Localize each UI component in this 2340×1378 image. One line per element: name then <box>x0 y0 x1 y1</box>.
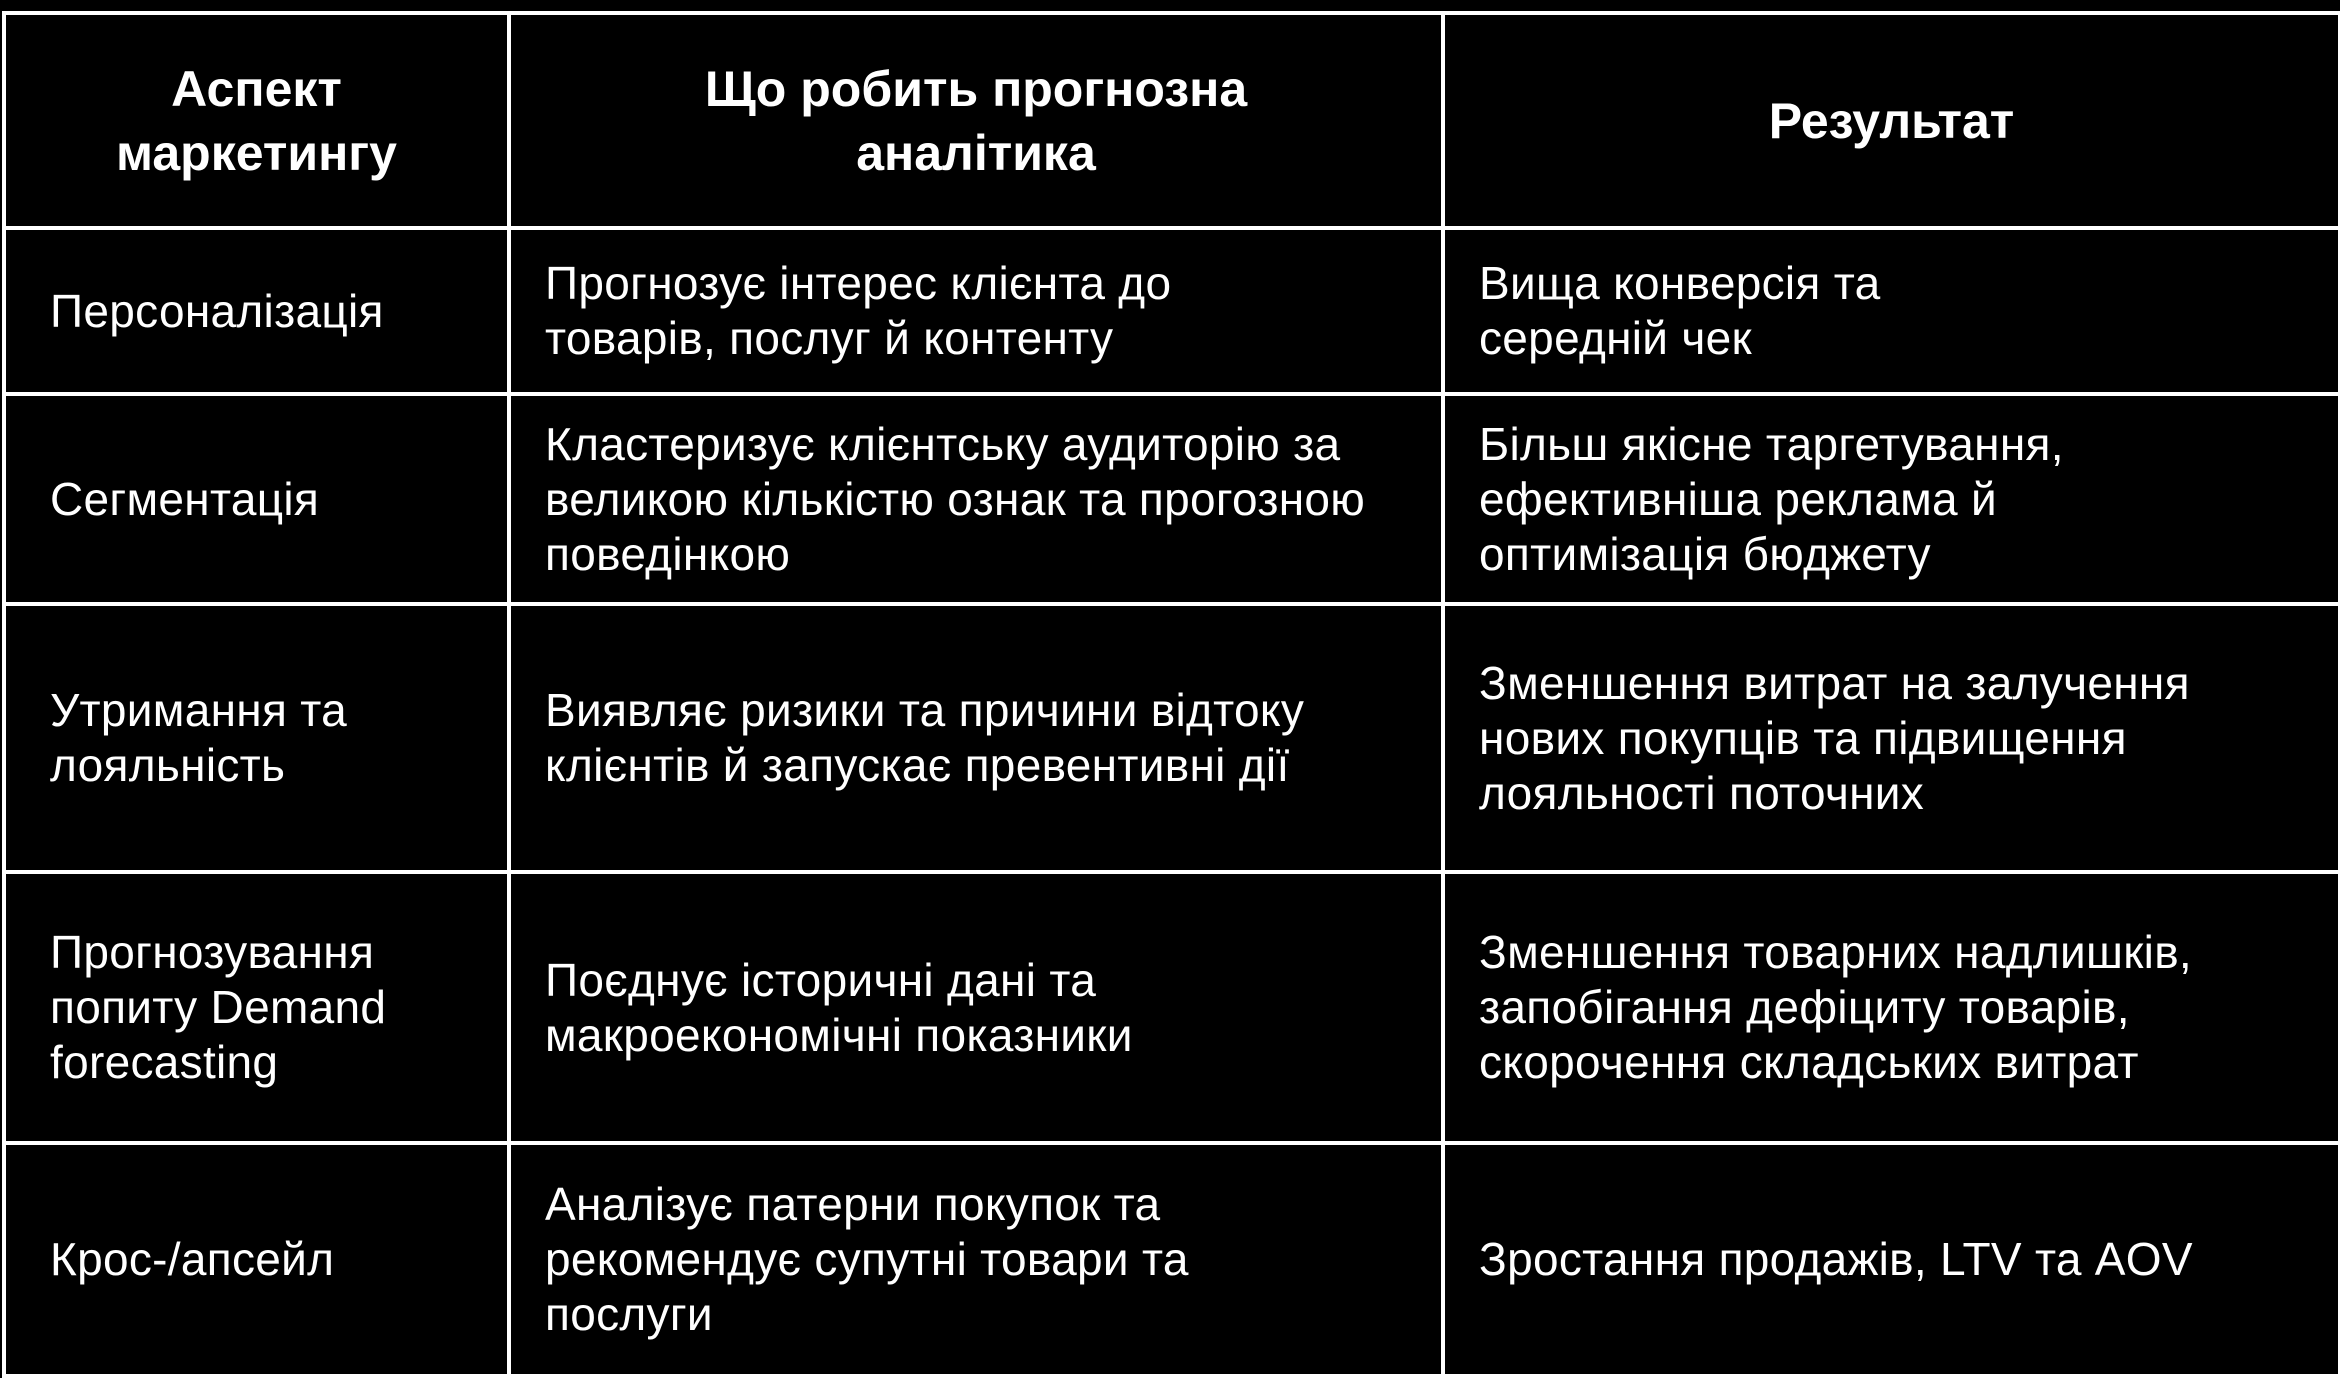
aspect-text: Персоналізація <box>50 284 384 337</box>
action-cell <box>509 228 1443 394</box>
action-text: Аналізує патерни покупок та рекомендує супутні товари та послуги <box>545 1178 1189 1340</box>
header-action-label: Що робить прогнозна аналітика <box>704 60 1248 181</box>
aspect-text: Крос-/апсейл <box>50 1233 335 1285</box>
result-cell <box>1443 394 2340 604</box>
action-cell <box>509 604 1443 872</box>
result-cell <box>1443 604 2340 872</box>
aspect-text: Прогнозування попиту Demand forecasting <box>50 926 387 1088</box>
table-row <box>4 872 2340 1143</box>
aspect-cell <box>4 228 509 394</box>
result-text: Зменшення витрат на залучення нових покупців та підвищення лояльності поточних <box>1479 656 2190 819</box>
aspect-text: Утримання та лояльність <box>50 684 348 791</box>
action-cell <box>509 394 1443 604</box>
action-text: Кластеризує клієнтську аудиторію за великою кількістю ознак та прогозною поведінкою <box>545 417 1366 580</box>
header-result <box>1443 13 2340 228</box>
marketing-analytics-table <box>2 11 2340 1378</box>
aspect-cell <box>4 872 509 1143</box>
result-cell <box>1443 228 2340 394</box>
table-row <box>4 394 2340 604</box>
result-text: Зростання продажів, LTV та AOV <box>1479 1233 2193 1285</box>
header-action <box>509 13 1443 228</box>
marketing-analytics-table-container <box>2 11 2338 1374</box>
action-text: Виявляє ризики та причини відтоку клієнтів й запускає превентивні дії <box>545 684 1305 791</box>
header-aspect-label: Аспект маркетингу <box>116 60 397 181</box>
aspect-cell <box>4 394 509 604</box>
aspect-text: Сегментація <box>50 472 320 525</box>
result-text: Вища конверсія та середній чек <box>1479 257 1881 364</box>
aspect-cell <box>4 604 509 872</box>
action-cell <box>509 872 1443 1143</box>
result-text: Більш якісне таргетування, ефективніша реклама й оптимізація бюджету <box>1479 417 2064 580</box>
result-cell <box>1443 872 2340 1143</box>
table-row <box>4 604 2340 872</box>
table-header-row <box>4 13 2340 228</box>
action-text: Поєднує історичні дані та макроекономічні показники <box>545 953 1133 1061</box>
header-result-label: Результат <box>1768 92 2015 149</box>
table-row <box>4 1143 2340 1376</box>
table-row <box>4 228 2340 394</box>
action-text: Прогнозує інтерес клієнта до товарів, послуг й контенту <box>545 257 1172 364</box>
result-cell <box>1443 1143 2340 1376</box>
aspect-cell <box>4 1143 509 1376</box>
result-text: Зменшення товарних надлишків, запобігання дефіциту товарів, скорочення складських витрат <box>1479 926 2193 1088</box>
action-cell <box>509 1143 1443 1376</box>
header-aspect <box>4 13 509 228</box>
